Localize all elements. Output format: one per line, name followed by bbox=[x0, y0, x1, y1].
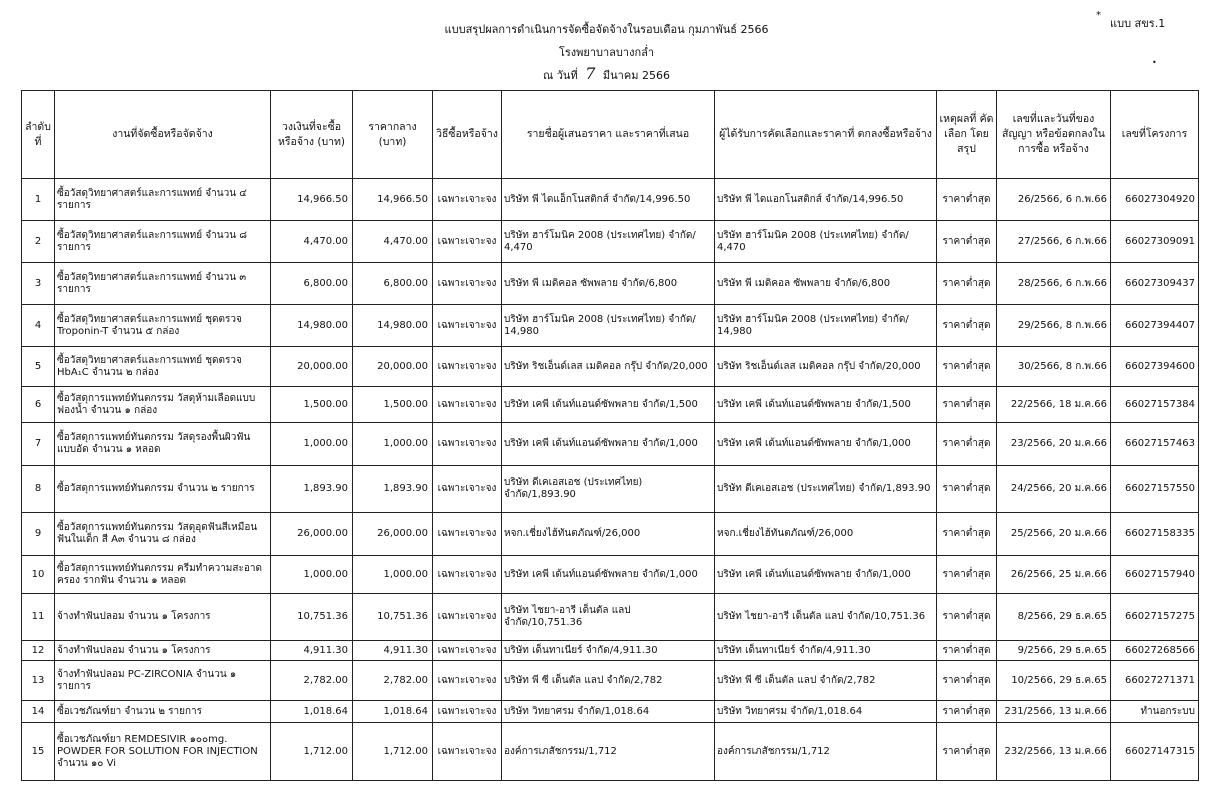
cell-contract: 232/2566, 13 ม.ค.66 bbox=[997, 723, 1111, 781]
cell-reason: ราคาต่ำสุด bbox=[937, 305, 997, 347]
cell-method: เฉพาะเจาะจง bbox=[433, 179, 502, 221]
cell-median-price: 14,966.50 bbox=[353, 179, 433, 221]
cell-bidders: บริษัท พี ซี เด็นตัล แลป จำกัด/2,782 bbox=[502, 661, 715, 701]
cell-reason: ราคาต่ำสุด bbox=[937, 661, 997, 701]
cell-no: 7 bbox=[22, 423, 55, 466]
date-prefix: ณ วันที่ bbox=[543, 69, 578, 82]
cell-contract: 9/2566, 29 ธ.ค.65 bbox=[997, 641, 1111, 661]
cell-item: ซื้อเวชภัณฑ์ยา REMDESIVIR ๑๐๐mg. POWDER FOR SOLUTION FOR INJECTION จำนวน ๑๐ Vi bbox=[55, 723, 271, 781]
cell-method: เฉพาะเจาะจง bbox=[433, 305, 502, 347]
cell-no: 3 bbox=[22, 263, 55, 305]
col-header-contract: เลขที่และวันที่ของสัญญา หรือข้อตกลงในการซื้อ หรือจ้าง bbox=[997, 91, 1111, 179]
cell-method: เฉพาะเจาะจง bbox=[433, 594, 502, 641]
cell-bidders: องค์การเภสัชกรรม/1,712 bbox=[502, 723, 715, 781]
col-header-item: งานที่จัดซื้อหรือจัดจ้าง bbox=[55, 91, 271, 179]
table-row bbox=[22, 594, 1199, 641]
cell-reason: ราคาต่ำสุด bbox=[937, 347, 997, 387]
cell-winner: บริษัท ฮาร์โมนิค 2008 (ประเทศไทย) จำกัด/ 14,980 bbox=[715, 305, 937, 347]
cell-project-no: 66027157275 bbox=[1111, 594, 1199, 641]
cell-reason: ราคาต่ำสุด bbox=[937, 466, 997, 513]
cell-bidders: บริษัท พี ไดแอ็กโนสติกส์ จำกัด/14,996.50 bbox=[502, 179, 715, 221]
cell-contract: 22/2566, 18 ม.ค.66 bbox=[997, 387, 1111, 423]
cell-reason: ราคาต่ำสุด bbox=[937, 513, 997, 556]
cell-item: ซื้อวัสดุวิทยาศาสตร์และการแพทย์ จำนวน ๘ รายการ bbox=[55, 221, 271, 263]
cell-contract: 23/2566, 20 ม.ค.66 bbox=[997, 423, 1111, 466]
cell-no: 15 bbox=[22, 723, 55, 781]
cell-median-price: 2,782.00 bbox=[353, 661, 433, 701]
cell-winner: บริษัท ดีเคเอสเอช (ประเทศไทย) จำกัด/1,893.90 bbox=[715, 466, 937, 513]
cell-project-no: 66027157550 bbox=[1111, 466, 1199, 513]
cell-item: ซื้อวัสดุวิทยาศาสตร์และการแพทย์ ชุดตรวจ Troponin-T จำนวน ๕ กล่อง bbox=[55, 305, 271, 347]
form-code: * แบบ สขร.1 bbox=[1096, 10, 1166, 30]
cell-budget: 10,751.36 bbox=[271, 594, 353, 641]
table-row bbox=[22, 305, 1199, 347]
table-row bbox=[22, 387, 1199, 423]
cell-median-price: 4,911.30 bbox=[353, 641, 433, 661]
cell-item: จ้างทำฟันปลอม จำนวน ๑ โครงการ bbox=[55, 641, 271, 661]
cell-project-no: 66027268566 bbox=[1111, 641, 1199, 661]
cell-median-price: 1,000.00 bbox=[353, 556, 433, 594]
cell-bidders: บริษัท ริชเอ็นด์เลส เมดิคอล กรุ๊ป จำกัด/20,000 bbox=[502, 347, 715, 387]
cell-budget: 6,800.00 bbox=[271, 263, 353, 305]
cell-contract: 10/2566, 29 ธ.ค.65 bbox=[997, 661, 1111, 701]
cell-median-price: 10,751.36 bbox=[353, 594, 433, 641]
cell-bidders: หจก.เชี่ยงไฮ้ทันตภัณฑ์/26,000 bbox=[502, 513, 715, 556]
cell-project-no: 66027304920 bbox=[1111, 179, 1199, 221]
cell-budget: 4,470.00 bbox=[271, 221, 353, 263]
cell-bidders: บริษัท เคพี เด้นท์แอนด์ซัพพลาย จำกัด/1,000 bbox=[502, 556, 715, 594]
cell-item: ซื้อวัสดุการแพทย์ทันตกรรม วัสดุอุดฟันสีเหมือนฟันในเด็ก สี A๓ จำนวน ๘ กล่อง bbox=[55, 513, 271, 556]
col-header-method: วิธีซื้อหรือจ้าง bbox=[433, 91, 502, 179]
cell-no: 2 bbox=[22, 221, 55, 263]
cell-winner: บริษัท ไชยา-อารี เด็นตัล แลป จำกัด/10,751.36 bbox=[715, 594, 937, 641]
col-header-no: ลำดับที่ bbox=[22, 91, 55, 179]
cell-no: 8 bbox=[22, 466, 55, 513]
table-row bbox=[22, 641, 1199, 661]
cell-item: ซื้อวัสดุการแพทย์ทันตกรรม จำนวน ๒ รายการ bbox=[55, 466, 271, 513]
cell-bidders: บริษัท เด็นทาเนียร์ จำกัด/4,911.30 bbox=[502, 641, 715, 661]
cell-bidders: บริษัท เคพี เด้นท์แอนด์ซัพพลาย จำกัด/1,500 bbox=[502, 387, 715, 423]
cell-bidders: บริษัท วิทยาศรม จำกัด/1,018.64 bbox=[502, 701, 715, 723]
cell-method: เฉพาะเจาะจง bbox=[433, 221, 502, 263]
cell-no: 6 bbox=[22, 387, 55, 423]
cell-bidders: บริษัท ฮาร์โมนิค 2008 (ประเทศไทย) จำกัด/ 14,980 bbox=[502, 305, 715, 347]
cell-item: ซื้อวัสดุการแพทย์ทันตกรรม วัสดุห้ามเลือดแบบฟองน้ำ จำนวน ๑ กล่อง bbox=[55, 387, 271, 423]
cell-no: 10 bbox=[22, 556, 55, 594]
table-row bbox=[22, 556, 1199, 594]
col-header-project-no: เลขที่โครงการ bbox=[1111, 91, 1199, 179]
cell-method: เฉพาะเจาะจง bbox=[433, 387, 502, 423]
cell-project-no: 66027309091 bbox=[1111, 221, 1199, 263]
table-row bbox=[22, 723, 1199, 781]
table-body bbox=[22, 179, 1199, 781]
cell-winner: บริษัท พี ไดแอกโนสติกส์ จำกัด/14,996.50 bbox=[715, 179, 937, 221]
cell-median-price: 6,800.00 bbox=[353, 263, 433, 305]
cell-project-no: 66027157940 bbox=[1111, 556, 1199, 594]
cell-contract: 27/2566, 6 ก.พ.66 bbox=[997, 221, 1111, 263]
table-row bbox=[22, 513, 1199, 556]
cell-budget: 1,712.00 bbox=[271, 723, 353, 781]
cell-reason: ราคาต่ำสุด bbox=[937, 594, 997, 641]
cell-project-no: 66027271371 bbox=[1111, 661, 1199, 701]
cell-budget: 1,018.64 bbox=[271, 701, 353, 723]
cell-method: เฉพาะเจาะจง bbox=[433, 556, 502, 594]
cell-median-price: 26,000.00 bbox=[353, 513, 433, 556]
cell-reason: ราคาต่ำสุด bbox=[937, 423, 997, 466]
cell-median-price: 1,018.64 bbox=[353, 701, 433, 723]
cell-contract: 25/2566, 20 ม.ค.66 bbox=[997, 513, 1111, 556]
table-row bbox=[22, 263, 1199, 305]
cell-project-no: 66027394600 bbox=[1111, 347, 1199, 387]
cell-budget: 1,893.90 bbox=[271, 466, 353, 513]
cell-no: 12 bbox=[22, 641, 55, 661]
cell-budget: 20,000.00 bbox=[271, 347, 353, 387]
cell-reason: ราคาต่ำสุด bbox=[937, 556, 997, 594]
cell-bidders: บริษัท พี เมดิคอล ซัพพลาย จำกัด/6,800 bbox=[502, 263, 715, 305]
cell-contract: 8/2566, 29 ธ.ค.65 bbox=[997, 594, 1111, 641]
cell-item: ซื้อวัสดุการแพทย์ทันตกรรม ครีมทำความสะอาดครอง รากฟัน จำนวน ๑ หลอด bbox=[55, 556, 271, 594]
table-row bbox=[22, 221, 1199, 263]
cell-project-no: 66027394407 bbox=[1111, 305, 1199, 347]
cell-item: จ้างทำฟันปลอม จำนวน ๑ โครงการ bbox=[55, 594, 271, 641]
cell-budget: 14,980.00 bbox=[271, 305, 353, 347]
cell-median-price: 14,980.00 bbox=[353, 305, 433, 347]
cell-no: 11 bbox=[22, 594, 55, 641]
cell-winner: หจก.เชี่ยงไฮ้ทันตภัณฑ์/26,000 bbox=[715, 513, 937, 556]
cell-method: เฉพาะเจาะจง bbox=[433, 723, 502, 781]
cell-winner: บริษัท วิทยาศรม จำกัด/1,018.64 bbox=[715, 701, 937, 723]
cell-winner: องค์การเภสัชกรรม/1,712 bbox=[715, 723, 937, 781]
cell-bidders: บริษัท ฮาร์โมนิค 2008 (ประเทศไทย) จำกัด/ 4,470 bbox=[502, 221, 715, 263]
table-row bbox=[22, 423, 1199, 466]
col-header-bidders: รายชื่อผู้เสนอราคา และราคาที่เสนอ bbox=[502, 91, 715, 179]
cell-project-no: 66027309437 bbox=[1111, 263, 1199, 305]
cell-median-price: 1,500.00 bbox=[353, 387, 433, 423]
date-month-year: มีนาคม 2566 bbox=[602, 69, 670, 82]
document-title: แบบสรุปผลการดำเนินการจัดซื้อจัดจ้างในรอบเดือน กุมภาพันธ์ 2566 bbox=[444, 23, 769, 36]
cell-reason: ราคาต่ำสุด bbox=[937, 723, 997, 781]
cell-method: เฉพาะเจาะจง bbox=[433, 513, 502, 556]
cell-budget: 1,000.00 bbox=[271, 556, 353, 594]
cell-item: ซื้อวัสดุวิทยาศาสตร์และการแพทย์ จำนวน ๔ รายการ bbox=[55, 179, 271, 221]
cell-winner: บริษัท พี เมดิคอล ซัพพลาย จำกัด/6,800 bbox=[715, 263, 937, 305]
cell-reason: ราคาต่ำสุด bbox=[937, 701, 997, 723]
cell-budget: 14,966.50 bbox=[271, 179, 353, 221]
cell-method: เฉพาะเจาะจง bbox=[433, 466, 502, 513]
table-header-row bbox=[22, 91, 1199, 179]
cell-reason: ราคาต่ำสุด bbox=[937, 179, 997, 221]
cell-no: 1 bbox=[22, 179, 55, 221]
date-line bbox=[0, 64, 1213, 84]
cell-median-price: 1,712.00 bbox=[353, 723, 433, 781]
cell-contract: 24/2566, 20 ม.ค.66 bbox=[997, 466, 1111, 513]
cell-item: ซื้อวัสดุการแพทย์ทันตกรรม วัสดุรองพื้นผิวฟันแบบอัด จำนวน ๑ หลอด bbox=[55, 423, 271, 466]
table-row bbox=[22, 661, 1199, 701]
cell-budget: 26,000.00 bbox=[271, 513, 353, 556]
organization-name: โรงพยาบาลบางกล่ำ bbox=[558, 46, 655, 59]
cell-reason: ราคาต่ำสุด bbox=[937, 641, 997, 661]
table-row bbox=[22, 179, 1199, 221]
cell-contract: 231/2566, 13 ม.ค.66 bbox=[997, 701, 1111, 723]
cell-reason: ราคาต่ำสุด bbox=[937, 221, 997, 263]
cell-no: 14 bbox=[22, 701, 55, 723]
cell-bidders: บริษัท เคพี เด้นท์แอนด์ซัพพลาย จำกัด/1,000 bbox=[502, 423, 715, 466]
cell-item: ซื้อวัสดุวิทยาศาสตร์และการแพทย์ ชุดตรวจ HbA₁C จำนวน ๒ กล่อง bbox=[55, 347, 271, 387]
cell-method: เฉพาะเจาะจง bbox=[433, 641, 502, 661]
cell-median-price: 1,000.00 bbox=[353, 423, 433, 466]
col-header-winner: ผู้ได้รับการคัดเลือกและราคาที่ ตกลงซื้อหรือจ้าง bbox=[715, 91, 937, 179]
cell-method: เฉพาะเจาะจง bbox=[433, 661, 502, 701]
cell-project-no: 66027158335 bbox=[1111, 513, 1199, 556]
cell-project-no: 66027157463 bbox=[1111, 423, 1199, 466]
cell-no: 4 bbox=[22, 305, 55, 347]
cell-winner: บริษัท เด็นทาเนียร์ จำกัด/4,911.30 bbox=[715, 641, 937, 661]
cell-reason: ราคาต่ำสุด bbox=[937, 263, 997, 305]
cell-bidders: บริษัท ไชยา-อารี เด็นตัล แลป จำกัด/10,751.36 bbox=[502, 594, 715, 641]
cell-budget: 1,500.00 bbox=[271, 387, 353, 423]
table-row bbox=[22, 701, 1199, 723]
cell-budget: 4,911.30 bbox=[271, 641, 353, 661]
cell-winner: บริษัท พี ซี เด็นตัล แลป จำกัด/2,782 bbox=[715, 661, 937, 701]
cell-winner: บริษัท ฮาร์โมนิค 2008 (ประเทศไทย) จำกัด/ 4,470 bbox=[715, 221, 937, 263]
cell-budget: 2,782.00 bbox=[271, 661, 353, 701]
cell-contract: 28/2566, 6 ก.พ.66 bbox=[997, 263, 1111, 305]
cell-reason: ราคาต่ำสุด bbox=[937, 387, 997, 423]
cell-contract: 29/2566, 8 ก.พ.66 bbox=[997, 305, 1111, 347]
cell-method: เฉพาะเจาะจง bbox=[433, 701, 502, 723]
cell-winner: บริษัท เคพี เด้นท์แอนด์ซัพพลาย จำกัด/1,000 bbox=[715, 423, 937, 466]
cell-winner: บริษัท เคพี เด้นท์แอนด์ซัพพลาย จำกัด/1,500 bbox=[715, 387, 937, 423]
cell-winner: บริษัท เคพี เด้นท์แอนด์ซัพพลาย จำกัด/1,000 bbox=[715, 556, 937, 594]
cell-project-no: 66027157384 bbox=[1111, 387, 1199, 423]
cell-contract: 26/2566, 6 ก.พ.66 bbox=[997, 179, 1111, 221]
cell-no: 9 bbox=[22, 513, 55, 556]
cell-method: เฉพาะเจาะจง bbox=[433, 347, 502, 387]
cell-item: ซื้อวัสดุวิทยาศาสตร์และการแพทย์ จำนวน ๓ รายการ bbox=[55, 263, 271, 305]
scan-mark: • bbox=[1152, 58, 1157, 67]
table-row bbox=[22, 466, 1199, 513]
col-header-reason: เหตุผลที่ คัดเลือก โดยสรุป bbox=[937, 91, 997, 179]
cell-method: เฉพาะเจาะจง bbox=[433, 423, 502, 466]
cell-no: 5 bbox=[22, 347, 55, 387]
cell-bidders: บริษัท ดีเคเอสเอช (ประเทศไทย) จำกัด/1,893.90 bbox=[502, 466, 715, 513]
cell-contract: 26/2566, 25 ม.ค.66 bbox=[997, 556, 1111, 594]
cell-item: ซื้อเวชภัณฑ์ยา จำนวน ๒ รายการ bbox=[55, 701, 271, 723]
cell-contract: 30/2566, 8 ก.พ.66 bbox=[997, 347, 1111, 387]
table-row bbox=[22, 347, 1199, 387]
cell-winner: บริษัท ริชเอ็นด์เลส เมดิคอล กรุ๊ป จำกัด/20,000 bbox=[715, 347, 937, 387]
cell-median-price: 1,893.90 bbox=[353, 466, 433, 513]
cell-median-price: 20,000.00 bbox=[353, 347, 433, 387]
col-header-budget: วงเงินที่จะซื้อหรือจ้าง (บาท) bbox=[271, 91, 353, 179]
procurement-table bbox=[21, 90, 1199, 781]
date-day-handwritten: 7 bbox=[585, 64, 596, 83]
cell-item: จ้างทำฟันปลอม PC-ZIRCONIA จำนวน ๑ รายการ bbox=[55, 661, 271, 701]
cell-project-no: 66027147315 bbox=[1111, 723, 1199, 781]
cell-no: 13 bbox=[22, 661, 55, 701]
col-header-median-price: ราคากลาง (บาท) bbox=[353, 91, 433, 179]
cell-project-no: ทำนอกระบบ bbox=[1111, 701, 1199, 723]
cell-method: เฉพาะเจาะจง bbox=[433, 263, 502, 305]
cell-median-price: 4,470.00 bbox=[353, 221, 433, 263]
cell-budget: 1,000.00 bbox=[271, 423, 353, 466]
